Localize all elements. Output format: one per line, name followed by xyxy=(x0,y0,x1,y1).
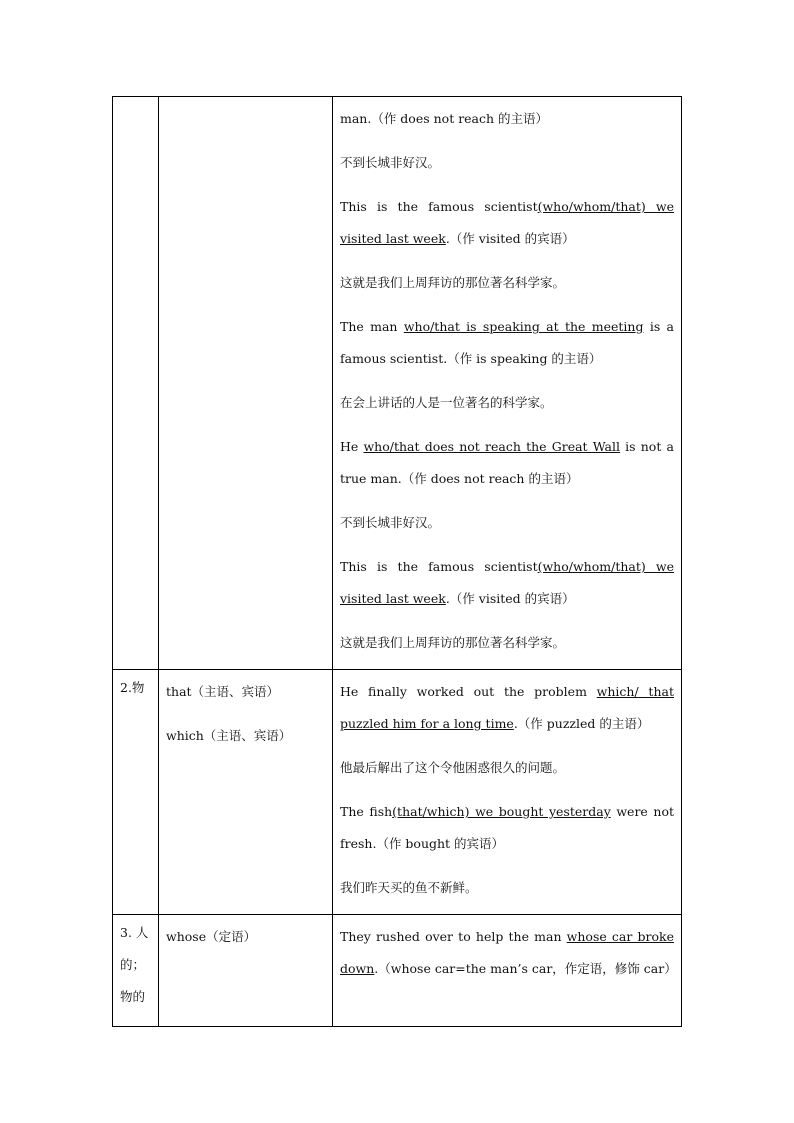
example-cell xyxy=(333,97,682,670)
pronoun-cell xyxy=(159,97,333,670)
example-sentence xyxy=(340,191,674,255)
example-sentence xyxy=(340,796,674,860)
example-sentence xyxy=(340,752,674,784)
example-sentence xyxy=(340,676,674,740)
sentence-text: They rushed over to help the man xyxy=(340,929,567,944)
sentence-text: were not fresh.（作 bought 的宾语） xyxy=(340,804,674,851)
grammar-table xyxy=(112,96,682,1027)
pronoun-label: which（主语、宾语） xyxy=(166,728,292,743)
sentence-text: is a famous scientist.（作 is speaking 的主语） xyxy=(340,319,675,366)
sentence-text: The fish xyxy=(340,804,393,819)
pronoun-label: whose（定语） xyxy=(166,929,257,944)
example-sentence xyxy=(340,431,674,495)
sentence-text: 不到长城非好汉。 xyxy=(340,515,441,530)
category-cell xyxy=(113,670,159,915)
relative-clause: whose car broke down xyxy=(340,929,674,976)
sentence-text: This is the famous scientist xyxy=(340,559,538,574)
sentence-text: .（作 visited 的宾语） xyxy=(445,231,575,246)
sentence-text: .（作 visited 的宾语） xyxy=(445,591,575,606)
relative-clause: who/that is speaking at the meeting xyxy=(403,319,644,334)
example-sentence xyxy=(340,551,674,615)
category-cell xyxy=(113,915,159,1027)
sentence-text: .（whose car=the man’s car，作定语，修饰 car） xyxy=(374,961,677,976)
table-row xyxy=(113,915,682,1027)
example-sentence xyxy=(340,627,674,659)
sentence-text: 不到长城非好汉。 xyxy=(340,155,441,170)
category-cell xyxy=(113,97,159,670)
sentence-text: 他最后解出了这个令他困惑很久的问题。 xyxy=(340,760,566,775)
relative-clause: (who/whom/that) we visited last week xyxy=(340,559,675,606)
pronoun-label: that（主语、宾语） xyxy=(166,684,280,699)
pronoun-cell xyxy=(159,915,333,1027)
example-sentence xyxy=(340,311,674,375)
example-sentence xyxy=(340,387,674,419)
relative-clause: which/ that puzzled him for a long time xyxy=(340,684,674,731)
relative-clause: (that/which) we bought yesterday xyxy=(392,804,611,819)
sentence-text: 我们昨天买的鱼不新鲜。 xyxy=(340,880,478,895)
table-row xyxy=(113,670,682,915)
sentence-text: He xyxy=(340,439,364,454)
sentence-text: man.（作 does not reach 的主语） xyxy=(340,111,549,126)
example-sentence xyxy=(340,147,674,179)
example-sentence xyxy=(340,507,674,539)
example-sentence xyxy=(340,103,674,135)
sentence-text: He finally worked out the problem xyxy=(340,684,597,699)
sentence-text: 这就是我们上周拜访的那位著名科学家。 xyxy=(340,275,566,290)
sentence-text: 这就是我们上周拜访的那位著名科学家。 xyxy=(340,635,566,650)
example-cell xyxy=(333,670,682,915)
relative-clause: (who/whom/that) we visited last week xyxy=(340,199,675,246)
category-label: 2.物 xyxy=(120,680,145,695)
sentence-text: The man xyxy=(340,319,404,334)
sentence-text: .（作 puzzled 的主语） xyxy=(513,716,650,731)
sentence-text: This is the famous scientist xyxy=(340,199,538,214)
sentence-text: 在会上讲话的人是一位著名的科学家。 xyxy=(340,395,553,410)
relative-clause: who/that does not reach the Great Wall xyxy=(363,439,620,454)
example-cell xyxy=(333,915,682,1027)
example-sentence xyxy=(340,921,677,985)
example-sentence xyxy=(340,267,674,299)
example-sentence xyxy=(340,872,674,904)
category-label: 3. 人的；物的 xyxy=(120,925,149,1004)
sentence-text: is not a true man.（作 does not reach 的主语） xyxy=(340,439,674,486)
pronoun-cell xyxy=(159,670,333,915)
table-row xyxy=(113,97,682,670)
